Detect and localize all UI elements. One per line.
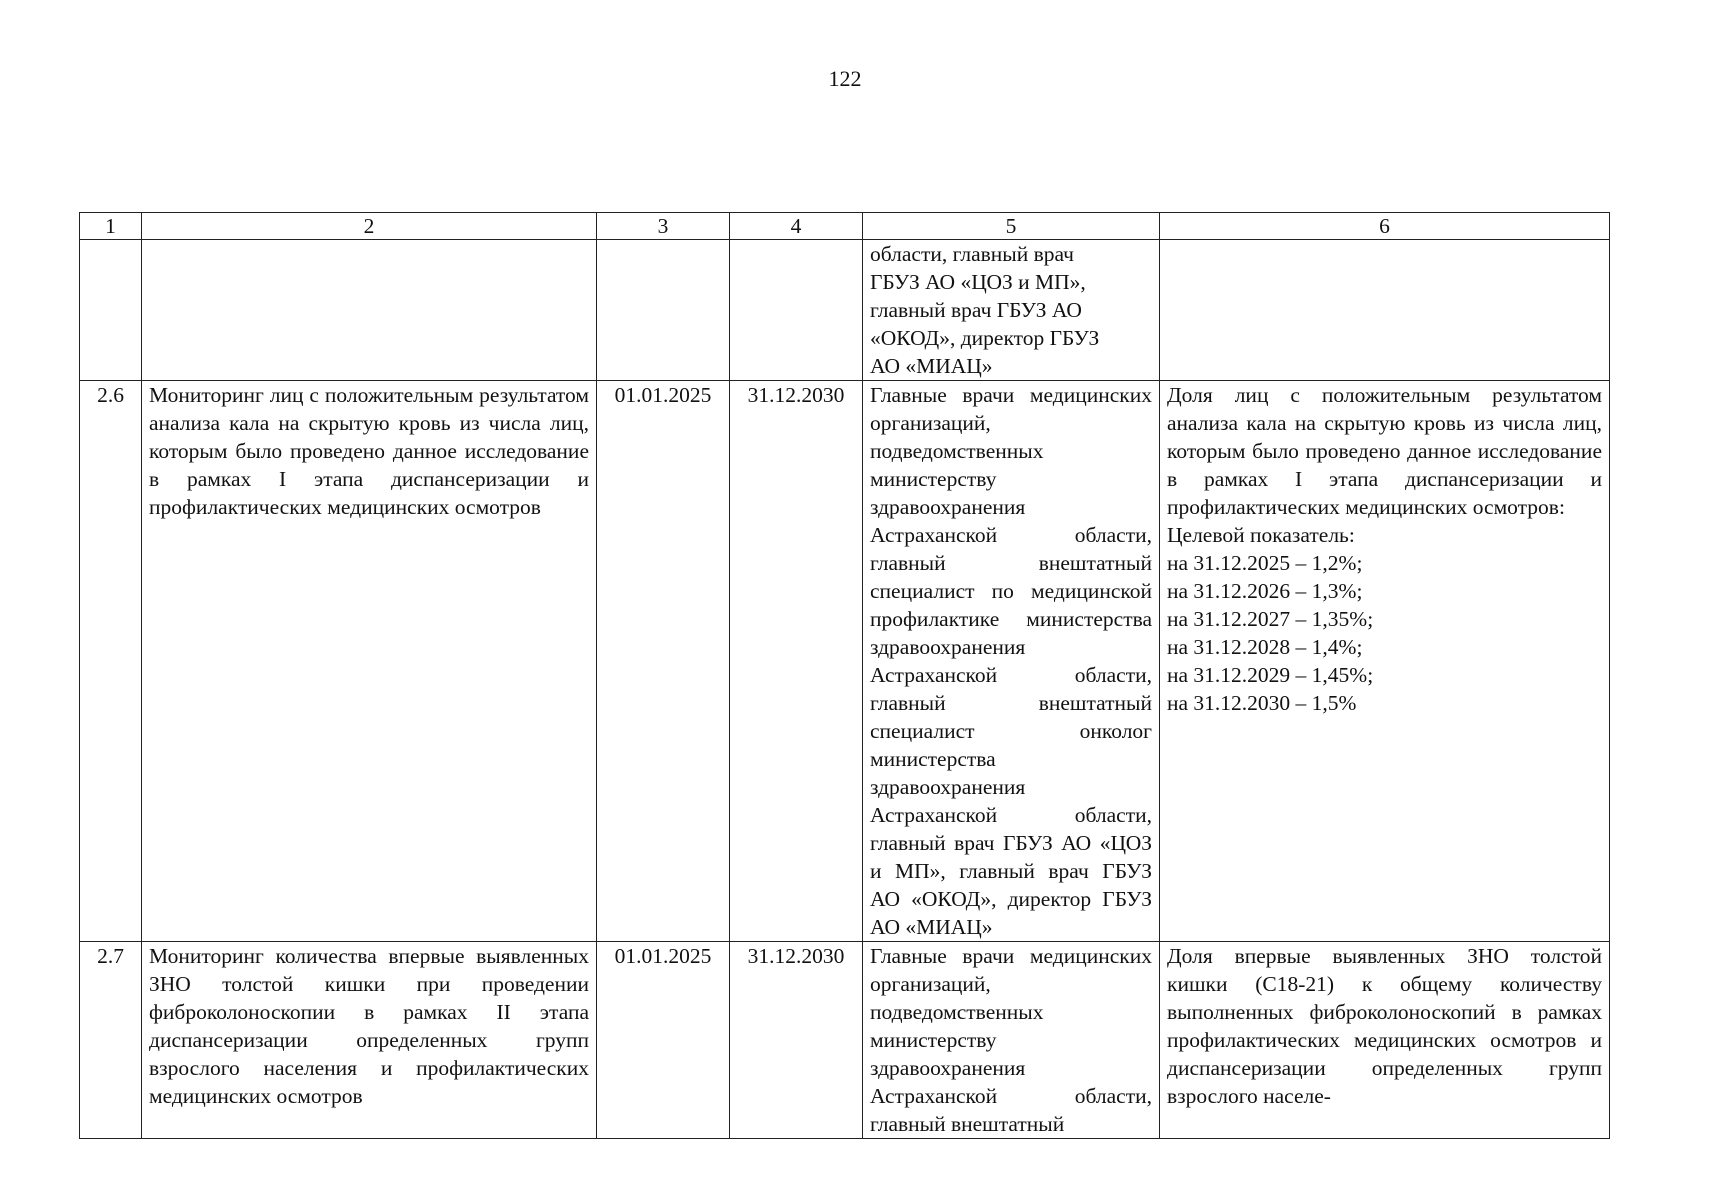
cont-cell-4 (730, 240, 863, 381)
cont-cell-3 (597, 240, 730, 381)
result-line: на 31.12.2030 – 1,5% (1167, 691, 1357, 715)
cont-cell-1 (80, 240, 142, 381)
header-col-1: 1 (80, 213, 142, 240)
header-row (80, 213, 1610, 240)
result-line: на 31.12.2029 – 1,45%; (1167, 663, 1374, 687)
table-row (80, 381, 1610, 942)
page-number: 122 (828, 66, 862, 91)
result-line: Целевой показатель: (1167, 523, 1355, 547)
row-result (1160, 942, 1610, 1139)
row-number: 2.6 (80, 381, 142, 942)
row-description: Мониторинг лиц с положительным результатом анализа кала на скрытую кровь из числа лиц, которым было проведено данное исследование в рамках I этапа диспансеризации и профилактических медицинских осмотров (142, 381, 597, 942)
header-col-6: 6 (1160, 213, 1610, 240)
cont-line: области, главный врач (870, 242, 1074, 266)
row-end-date: 31.12.2030 (730, 381, 863, 942)
result-line: на 31.12.2026 – 1,3%; (1167, 579, 1363, 603)
row-start-date: 01.01.2025 (597, 381, 730, 942)
row-start-date: 01.01.2025 (597, 942, 730, 1139)
row-description: Мониторинг количества впервые выявленных ЗНО толстой кишки при проведении фиброколоноскопии в рамках II этапа диспансеризации определенных групп взрослого населения и профилактических медицинских осмотров (142, 942, 597, 1139)
continuation-row (80, 240, 1610, 381)
result-line: на 31.12.2028 – 1,4%; (1167, 635, 1363, 659)
table-row (80, 942, 1610, 1139)
header-col-2: 2 (142, 213, 597, 240)
result-line: Доля лиц с положительным результатом анализа кала на скрытую кровь из числа лиц, которым было проведено данное исследование в рамках I этапа диспансеризации и профилактических медицинских осмотров: (1167, 383, 1602, 519)
cont-line: «ОКОД», директор ГБУЗ (870, 326, 1100, 350)
header-col-4: 4 (730, 213, 863, 240)
header-col-3: 3 (597, 213, 730, 240)
result-line: на 31.12.2027 – 1,35%; (1167, 607, 1374, 631)
cont-line: АО «МИАЦ» (870, 354, 993, 378)
result-line: Доля впервые выявленных ЗНО толстой кишки (С18-21) к общему количеству выполненных фиброколоноскопий в рамках профилактических медицинских осмотров и диспансеризации определенных групп взрослого населе- (1167, 944, 1602, 1108)
row-end-date: 31.12.2030 (730, 942, 863, 1139)
header-col-5: 5 (863, 213, 1160, 240)
row-number: 2.7 (80, 942, 142, 1139)
row-result (1160, 381, 1610, 942)
cont-responsible-cell (863, 240, 1160, 381)
measures-table (79, 212, 1610, 1139)
cont-cell-2 (142, 240, 597, 381)
cont-cell-6 (1160, 240, 1610, 381)
cont-line: главный врач ГБУЗ АО (870, 298, 1082, 322)
row-responsible: Главные врачи медицинских организаций, подведомственных министерству здравоохранения Астраханской области, главный внештатный специалист по медицинской профилактике министерства здравоохранения Астраханской области, главный внештатный специалист онколог министерства здравоохранения Астраханской области, главный врач ГБУЗ АО «ЦОЗ и МП», главный врач ГБУЗ АО «ОКОД», директор ГБУЗ АО «МИАЦ» (863, 381, 1160, 942)
result-line: на 31.12.2025 – 1,2%; (1167, 551, 1363, 575)
cont-line: ГБУЗ АО «ЦОЗ и МП», (870, 270, 1086, 294)
row-responsible: Главные врачи медицинских организаций, подведомственных министерству здравоохранения Астраханской области, главный внештатный (863, 942, 1160, 1139)
